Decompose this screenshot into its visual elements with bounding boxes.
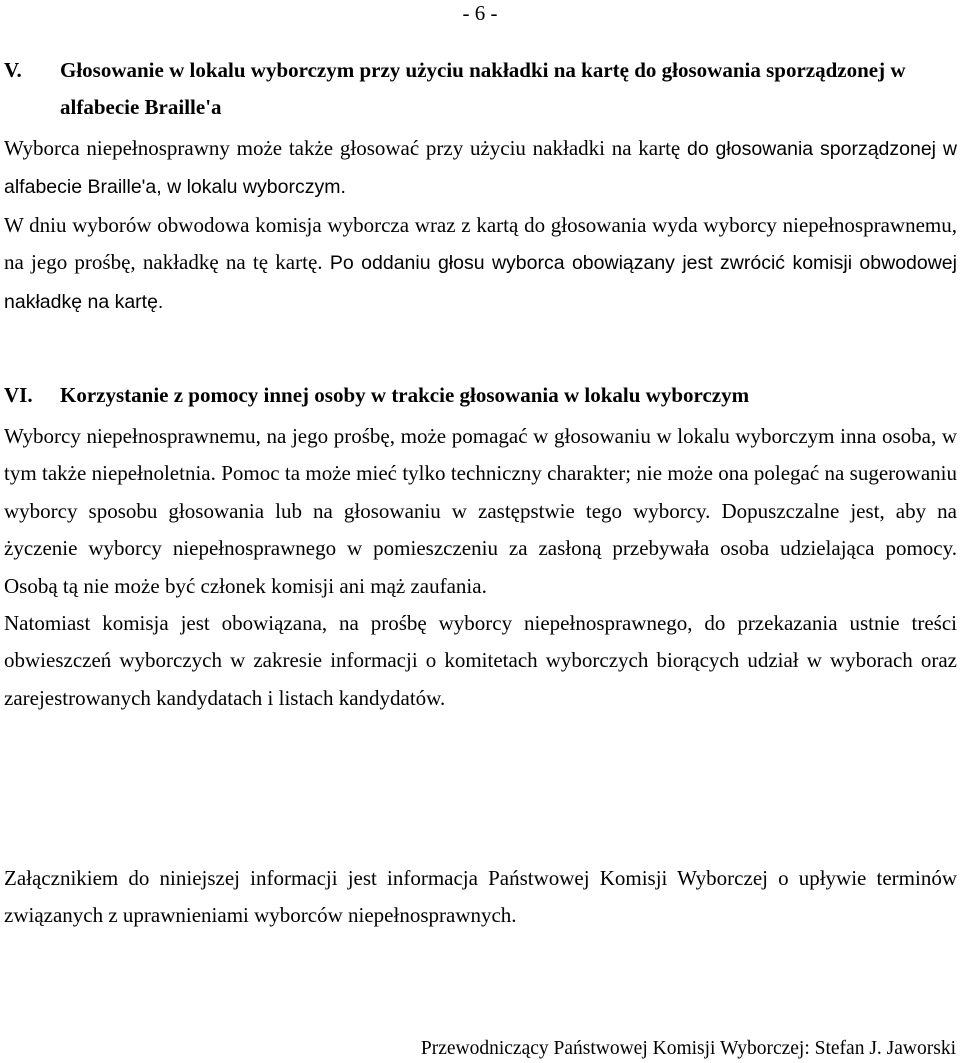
section-v-paragraph-2-b: Po oddaniu głosu wyborca obowiązany jest zwrócić komisji obwodowej nakładkę na kartę. [4, 252, 957, 313]
section-v-paragraph-1-rest: do głosowania sporządzonej w alfabecie Braille'a, w lokalu wyborczym. [4, 138, 957, 199]
section-v-paragraph-2-a: W dniu wyborów obwodowa komisja wyborcza wraz z kartą do głosowania wyda wyborcy niepełnosprawnemu, na jego prośbę, nakładkę na tę kartę. [4, 212, 957, 275]
attachment-note: Załącznikiem do niniejszej informacji jest informacja Państwowej Komisji Wyborczej o upływie terminów związanych z uprawnieniami wyborców niepełnosprawnych. [4, 866, 957, 928]
section-vi-title: Korzystanie z pomocy innej osoby w trakcie głosowania w lokalu wyborczym [60, 383, 750, 407]
section-vi-paragraph-2: Natomiast komisja jest obowiązana, na prośbę wyborcy niepełnosprawnego, do przekazania ustnie treści obwieszczeń wyborczych w zakresie informacji o komitetach wyborczych biorących udział w wyborach oraz zarejestrowanych kandydatach i listach kandydatów. [4, 611, 957, 710]
attachment-note-block [4, 860, 957, 935]
section-vi-heading [4, 377, 957, 414]
section-vi-paragraph-1: Wyborcy niepełnosprawnemu, na jego prośbę, może pomagać w głosowaniu w lokalu wyborczym inna osoba, w tym także niepełnoletnia. Pomoc ta może mieć tylko techniczny charakter; nie może ona polegać na sugerowaniu wyborcy sposobu głosowania lub na głosowaniu w zastępstwie tego wyborcy. Dopuszczalne jest, aby na życzenie wyborcy niepełnosprawnego w pomieszczeniu za zasłoną przebywała osoba udzielająca pomocy. Osobą tą nie może być członek komisji ani mąż zaufania. [4, 424, 957, 598]
section-vi [4, 377, 957, 717]
signature: Przewodniczący Państwowej Komisji Wyborczej: Stefan J. Jaworski [420, 1038, 956, 1059]
section-vi-number: VI. [4, 383, 33, 407]
section-v [4, 52, 957, 321]
section-v-title: Głosowanie w lokalu wyborczym przy użyciu nakładki na kartę do głosowania sporządzonej w alfabecie Braille'a [60, 58, 906, 119]
section-v-paragraph-1-lead: Wyborca niepełnosprawny może także głosować przy użyciu nakładki na kartę [4, 136, 681, 160]
section-v-heading [4, 52, 957, 126]
section-v-paragraph-2 [4, 207, 957, 321]
page-number: - 6 - [462, 1, 498, 25]
section-v-paragraph-1 [4, 130, 957, 207]
section-v-number: V. [4, 58, 22, 82]
